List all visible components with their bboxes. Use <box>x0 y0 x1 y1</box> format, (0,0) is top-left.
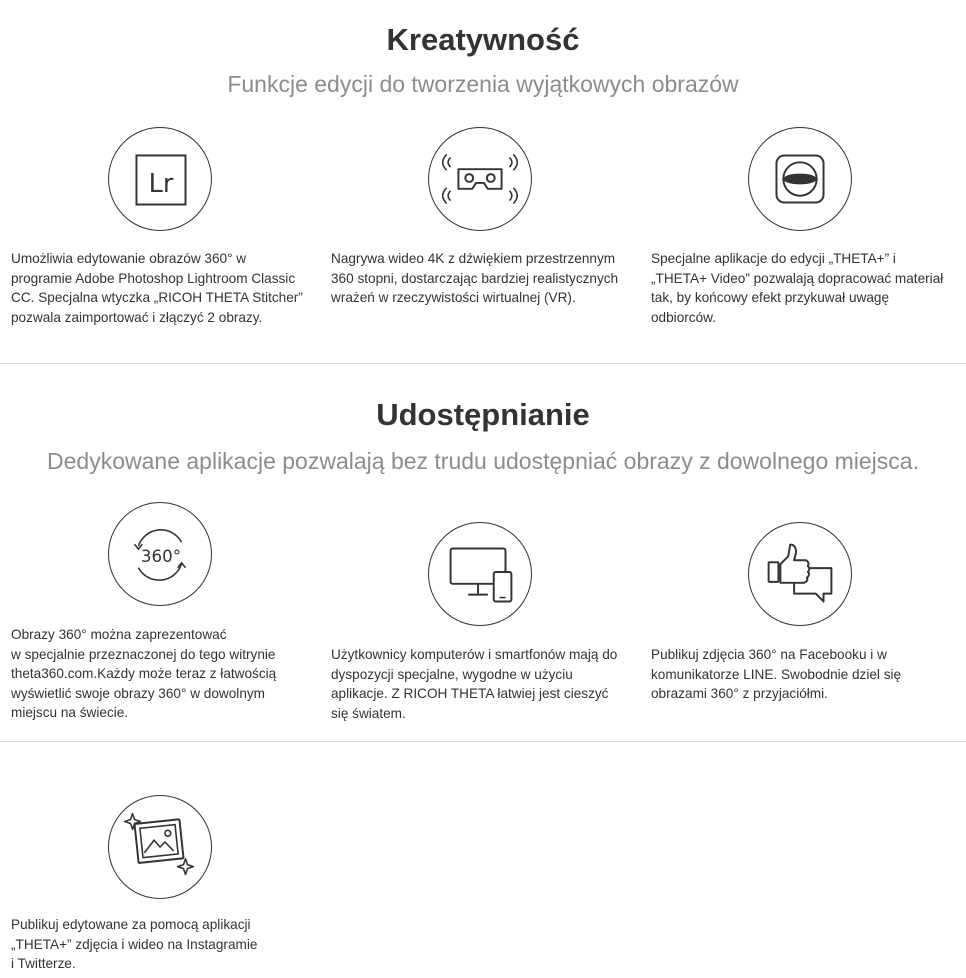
computer-smartphone-icon <box>429 522 531 626</box>
lightroom-icon-label: Lr <box>148 168 174 199</box>
theta-plus-app-icon <box>749 127 851 231</box>
rotate-360-icon-circle <box>108 502 212 606</box>
vr-headset-icon <box>429 127 531 231</box>
vr-headset-icon-circle <box>428 127 532 231</box>
rotate-360-icon <box>109 502 211 606</box>
sparkle-photo-icon-circle <box>108 795 212 899</box>
sharing-item-4-text: Publikuj edytowane za pomocą aplikacji „THETA+” zdjęcia i wideo na Instagramie i Twitterze. <box>11 917 258 972</box>
sharing-item-1-text: Obrazy 360° można zaprezentować w specjalnie przeznaczonej do tego witrynie theta360.com.Każdy może teraz z łatwością wyświetlić swoje obrazy 360° w dowolnym miejscu na świecie. <box>11 627 277 721</box>
sharing-subtitle: Dedykowane aplikacje pozwalają bez trudu udostępniać obrazy z dowolnego miejsca. <box>47 448 919 474</box>
theta-plus-app-icon-circle <box>748 127 852 231</box>
section-divider-2 <box>0 741 966 742</box>
sharing-title: Udostępnianie <box>376 397 590 432</box>
sharing-item-2-text: Użytkownicy komputerów i smartfonów mają do dyspozycji specjalne, wygodne w użyciu aplikacje. Z RICOH THETA łatwiej jest cieszyć się światem. <box>331 647 618 721</box>
sparkle-photo-icon <box>109 795 211 899</box>
creativity-item-3-text: Specjalne aplikacje do edycji „THETA+” i „THETA+ Video” pozwalają dopracować materiał tak, by końcowy efekt przykuwał uwagę odbiorców. <box>651 251 944 325</box>
lightroom-icon <box>109 127 211 231</box>
computer-smartphone-icon-circle <box>428 522 532 626</box>
thumbs-up-chat-icon-circle <box>748 522 852 626</box>
section-divider-1 <box>0 363 966 364</box>
creativity-title: Kreatywność <box>386 22 580 57</box>
creativity-item-2-text: Nagrywa wideo 4K z dźwiękiem przestrzennym 360 stopni, dostarczając bardziej realistycznych wrażeń w rzeczywistości wirtualnej (VR). <box>331 251 619 306</box>
lightroom-icon-circle <box>108 127 212 231</box>
creativity-item-1-text: Umożliwia edytowanie obrazów 360° w programie Adobe Photoshop Lightroom Classic CC. Specjalna wtyczka „RICOH THETA Stitcher” pozwala zaimportować i złączyć 2 obrazy. <box>11 251 303 325</box>
thumbs-up-chat-icon <box>749 522 851 626</box>
sharing-item-3-text: Publikuj zdjęcia 360° na Facebooku i w komunikatorze LINE. Swobodnie dziel się obrazami 360° z przyjaciółmi. <box>651 647 902 702</box>
rotate-360-icon-label: 360° <box>140 546 182 566</box>
creativity-subtitle: Funkcje edycji do tworzenia wyjątkowych obrazów <box>227 71 739 97</box>
